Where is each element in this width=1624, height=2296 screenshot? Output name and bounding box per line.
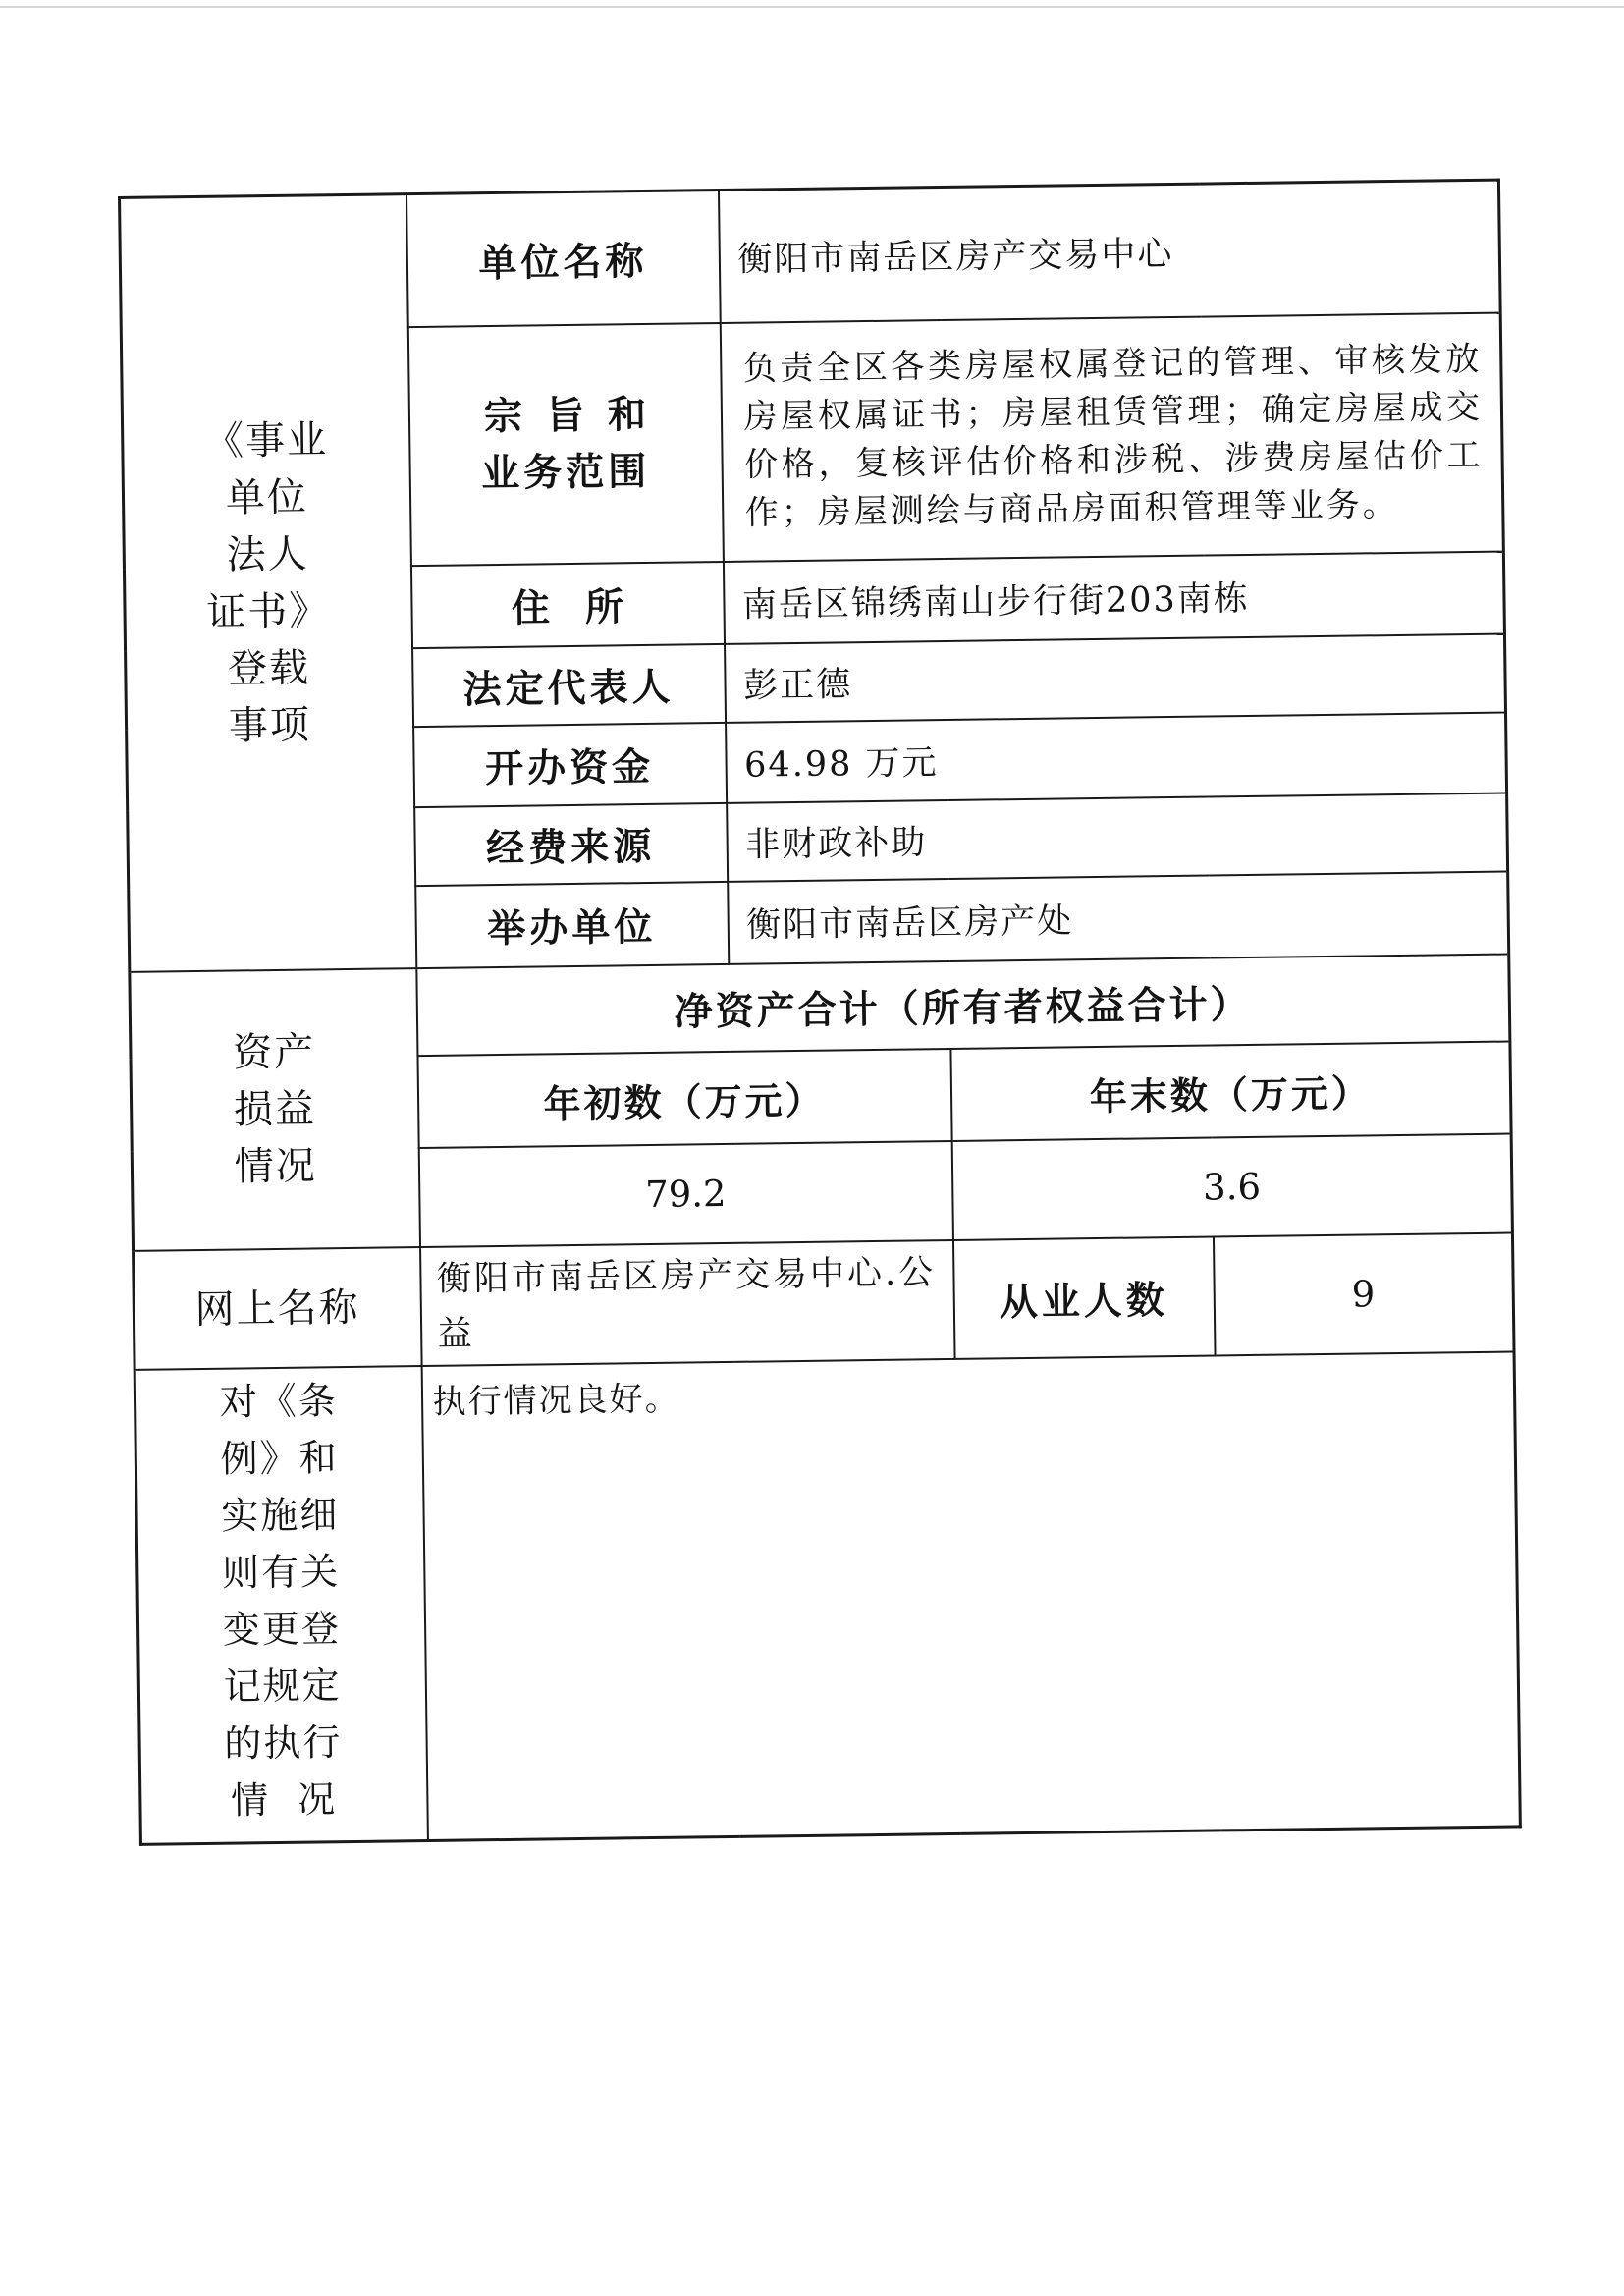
staff-count-value: 9 [1213, 1232, 1514, 1355]
sponsor-value: 衡阳市南岳区房产处 [728, 872, 1509, 965]
end-of-year-value: 3.6 [951, 1134, 1512, 1240]
row-execution [135, 1352, 1520, 1845]
registration-section-label: 《事业 单位 法人 证书》 登载 事项 [120, 194, 416, 973]
unit-name-value: 衡阳市南岳区房产交易中心 [718, 180, 1500, 323]
net-assets-title: 净资产合计（所有者权益合计） [416, 955, 1510, 1056]
execution-value: 执行情况良好。 [421, 1352, 1520, 1841]
purpose-scope-label: 宗旨和 业务范围 [407, 323, 723, 566]
scan-edge-line [0, 6, 1624, 8]
sponsor-label: 举办单位 [415, 882, 729, 968]
capital-value: 64.98 万元 [726, 712, 1507, 803]
funding-source-value: 非财政补助 [727, 793, 1508, 883]
online-name-value: 衡阳市南岳区房产交易中心.公益 [420, 1240, 955, 1366]
begin-of-year-value: 79.2 [418, 1141, 952, 1247]
capital-label: 开办资金 [413, 723, 727, 807]
online-name-label: 网上名称 [134, 1247, 422, 1370]
annual-report-table [118, 179, 1522, 1846]
legal-rep-value: 彭正德 [725, 633, 1506, 723]
row-unit-name [120, 180, 1501, 331]
assets-section-label: 资产 损益 情况 [130, 968, 420, 1250]
row-online-name [134, 1232, 1514, 1370]
execution-section-label: 对《条 例》和 实施细 则有关 变更登 记规定 的执行 情 况 [135, 1366, 427, 1844]
unit-name-label: 单位名称 [406, 190, 720, 327]
staff-count-label: 从业人数 [952, 1236, 1215, 1359]
address-label: 住所 [410, 561, 724, 647]
purpose-scope-value: 负责全区各类房屋权属登记的管理、审核发放房屋权属证书；房屋租赁管理；确定房屋成交价格，复核评估价格和涉税、涉费房屋估价工作；房屋测绘与商品房面积管理等业务。 [720, 313, 1503, 562]
address-value: 南岳区锦绣南山步行街203南栋 [723, 551, 1504, 644]
registration-form-sheet [118, 179, 1519, 1846]
legal-rep-label: 法定代表人 [412, 644, 726, 727]
funding-source-label: 经费来源 [414, 803, 728, 886]
begin-of-year-header: 年初数（万元） [417, 1049, 951, 1149]
end-of-year-header: 年末数（万元） [950, 1041, 1511, 1141]
